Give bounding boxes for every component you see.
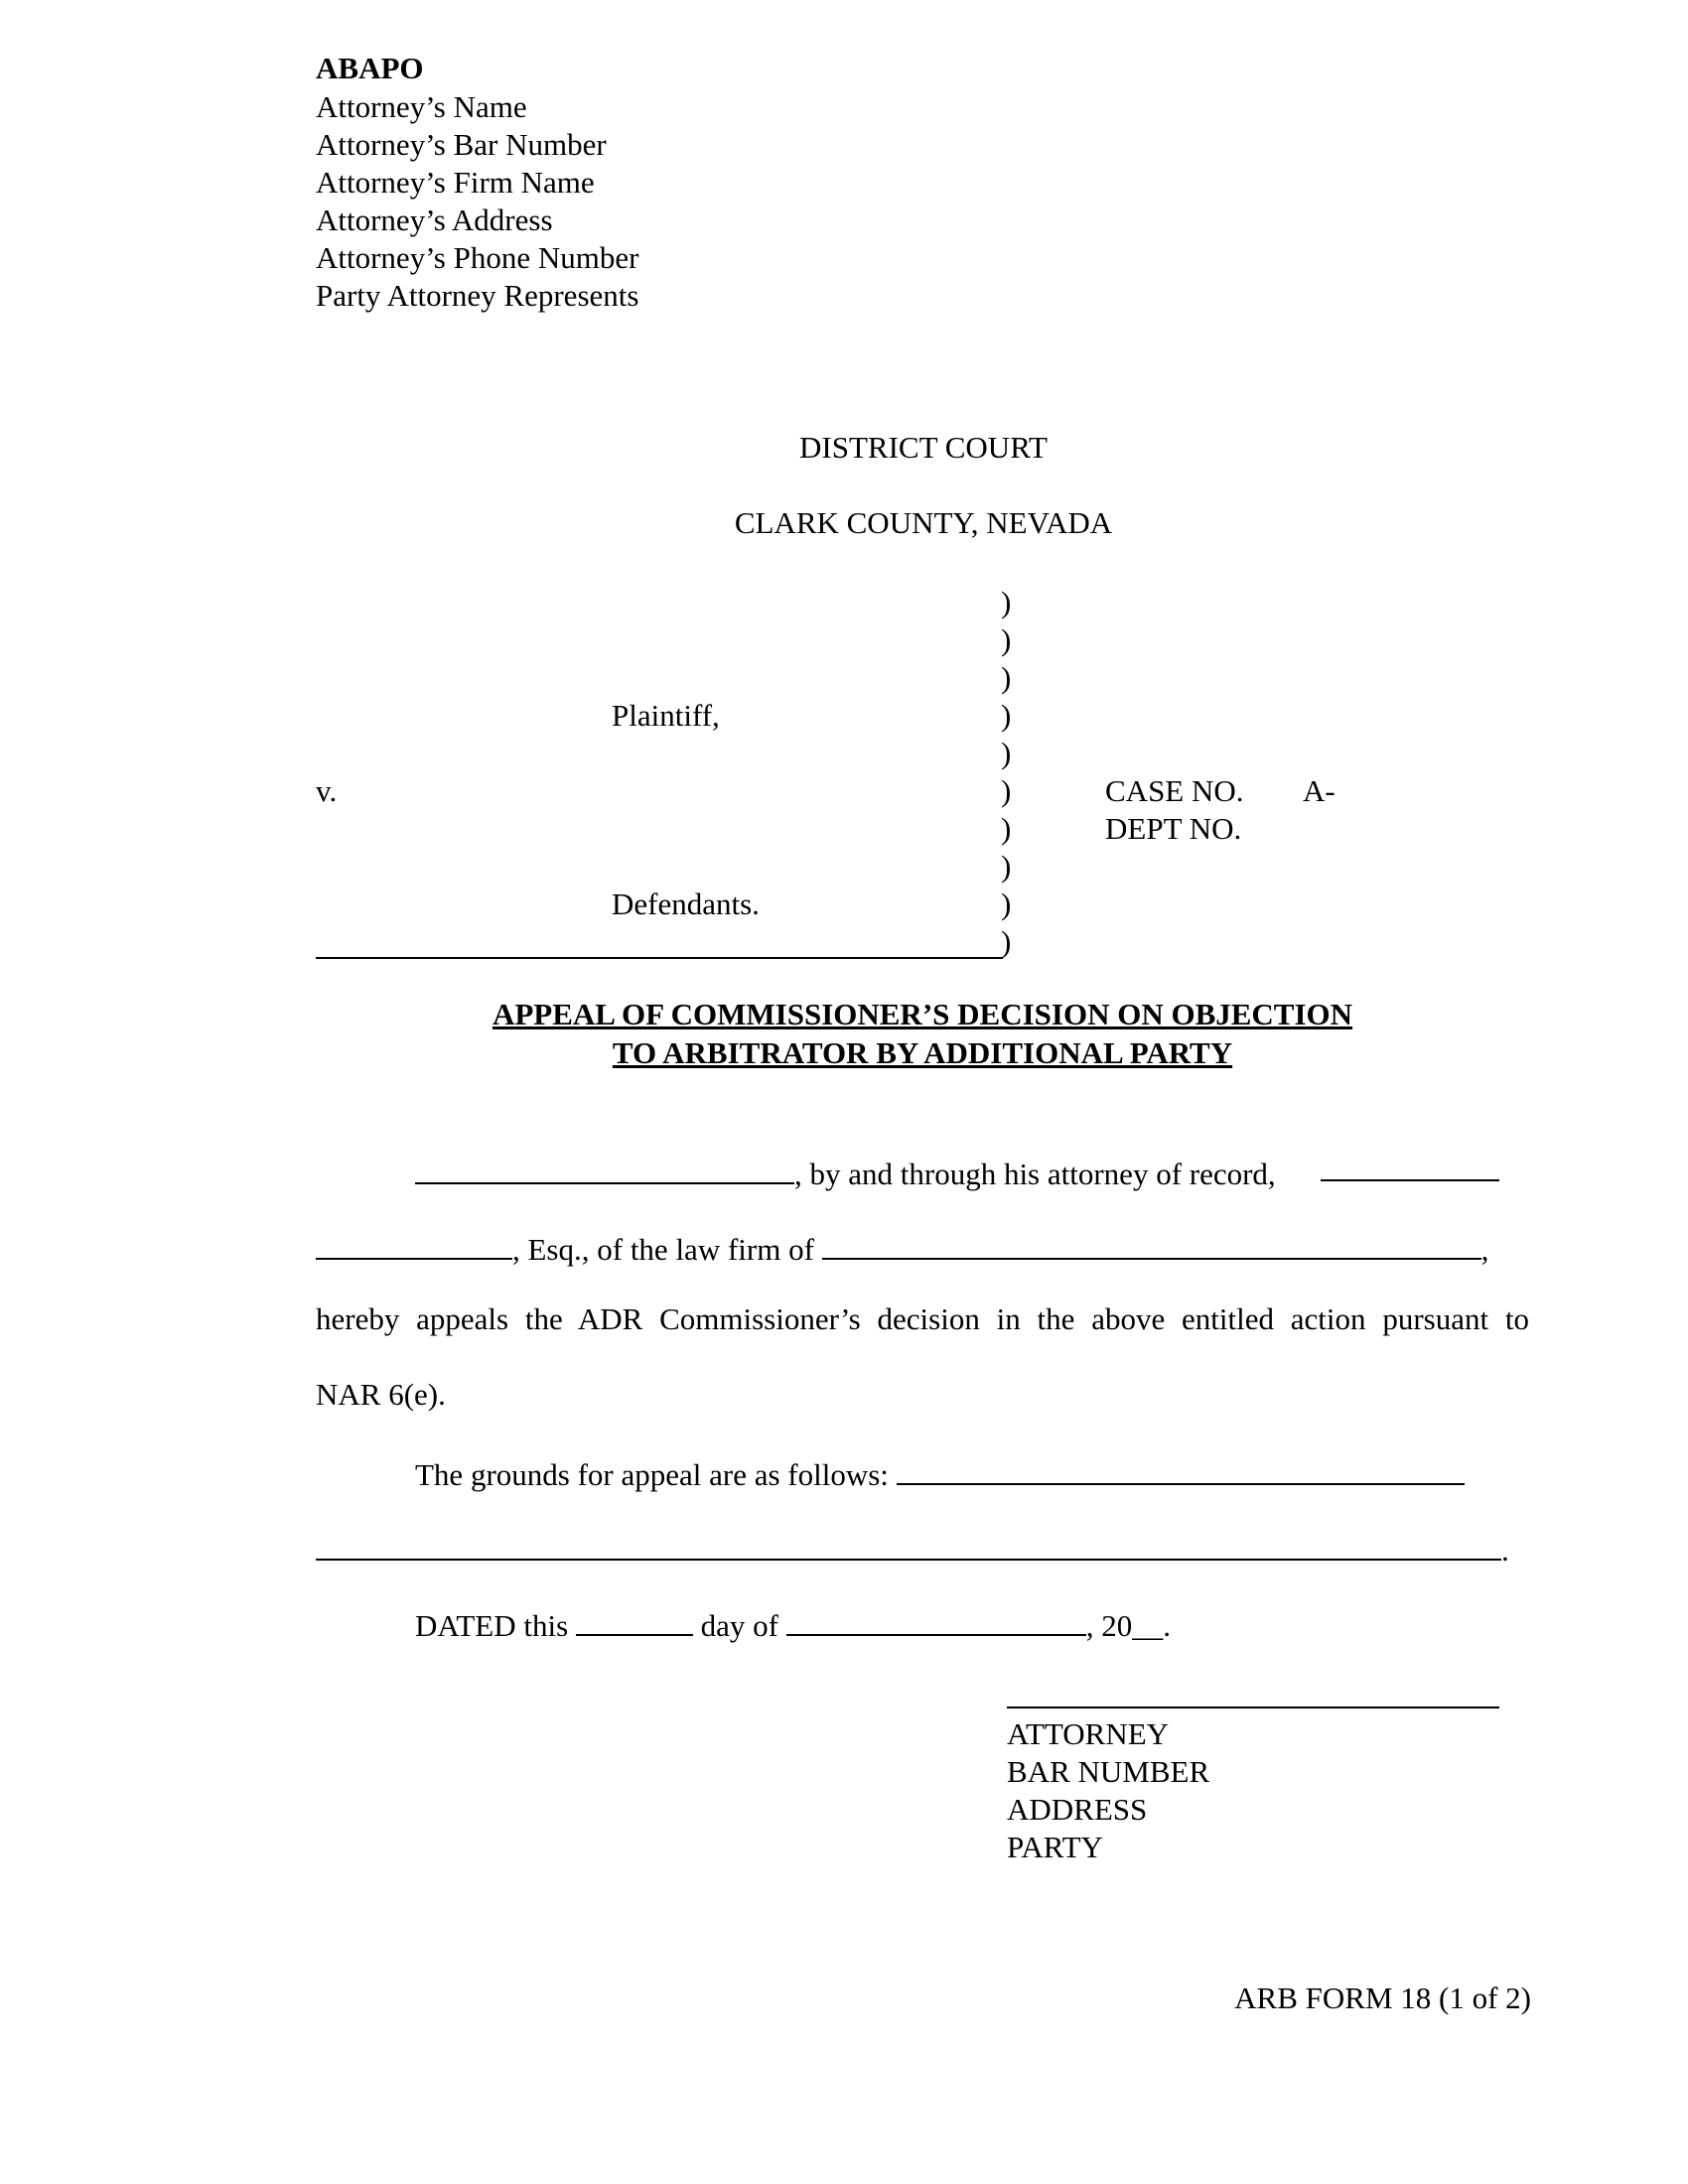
court-county: CLARK COUNTY, NEVADA — [734, 505, 1113, 540]
body-line-1 — [415, 1152, 1276, 1192]
case-no-label: CASE NO. — [1105, 773, 1244, 808]
caption-paren: ) — [1001, 924, 1012, 959]
signature-bar-number: BAR NUMBER — [1007, 1754, 1210, 1789]
month-blank[interactable] — [786, 1603, 1086, 1636]
party-name-blank[interactable] — [415, 1152, 794, 1184]
grounds-label: The grounds for appeal are as follows: — [415, 1457, 889, 1492]
dept-no-label: DEPT NO. — [1105, 811, 1242, 846]
dated-line — [415, 1603, 1171, 1644]
case-no-prefix: A- — [1303, 773, 1336, 808]
signature-attorney: ATTORNEY — [1007, 1716, 1170, 1751]
attorney-name-blank-start[interactable] — [1321, 1179, 1499, 1181]
caption-paren: ) — [1001, 585, 1012, 619]
caption-underline — [316, 957, 1003, 959]
grounds-period: . — [1501, 1533, 1509, 1568]
caption-paren: ) — [1001, 660, 1012, 695]
versus-label: v. — [316, 773, 338, 808]
year-text: , 20__. — [1085, 1608, 1171, 1643]
body-line-2 — [316, 1227, 1488, 1268]
grounds-line — [415, 1452, 1465, 1493]
caption-paren: ) — [1001, 622, 1012, 657]
law-firm-blank[interactable] — [822, 1227, 1481, 1260]
attorney-phone-line: Attorney’s Phone Number — [316, 240, 639, 275]
party-represented-line: Party Attorney Represents — [316, 278, 639, 313]
document-title-line1: APPEAL OF COMMISSIONER’S DECISION ON OBJECTION — [492, 997, 1353, 1031]
dated-this-label: DATED this — [415, 1608, 569, 1643]
caption-paren: ) — [1001, 698, 1012, 733]
defendants-label: Defendants. — [612, 887, 760, 921]
caption-paren: ) — [1001, 773, 1012, 808]
plaintiff-label: Plaintiff, — [612, 698, 720, 733]
firm-code: ABAPO — [316, 51, 424, 85]
caption-paren: ) — [1001, 887, 1012, 921]
day-blank[interactable] — [576, 1603, 693, 1636]
attorney-bar-number-line: Attorney’s Bar Number — [316, 127, 607, 162]
attorney-firm-name-line: Attorney’s Firm Name — [316, 165, 595, 200]
rule-citation: NAR 6(e). — [316, 1377, 446, 1412]
day-of-label: day of — [700, 1608, 778, 1643]
law-firm-comma: , — [1480, 1232, 1489, 1267]
court-name: DISTRICT COURT — [799, 430, 1048, 465]
signature-party: PARTY — [1007, 1830, 1103, 1864]
attorney-name-blank-end[interactable] — [316, 1227, 512, 1260]
body-through-attorney-text: , by and through his attorney of record, — [794, 1157, 1276, 1191]
appeal-statement: hereby appeals the ADR Commissioner’s decision in the above entitled action pursuant to — [316, 1301, 1529, 1336]
document-title-line2: TO ARBITRATOR BY ADDITIONAL PARTY — [612, 1035, 1233, 1070]
caption-paren: ) — [1001, 736, 1012, 770]
grounds-continuation — [316, 1528, 1509, 1569]
grounds-blank[interactable] — [897, 1452, 1465, 1485]
form-footer-label: ARB FORM 18 (1 of 2) — [1234, 1980, 1531, 2015]
caption-paren: ) — [1001, 811, 1012, 846]
attorney-name-line: Attorney’s Name — [316, 89, 527, 124]
attorney-address-line: Attorney’s Address — [316, 203, 553, 237]
signature-address: ADDRESS — [1007, 1792, 1148, 1827]
signature-line[interactable] — [1007, 1706, 1499, 1708]
caption-paren: ) — [1001, 849, 1012, 884]
grounds-continuation-blank[interactable] — [316, 1528, 1501, 1561]
esq-law-firm-text: , Esq., of the law firm of — [512, 1232, 814, 1267]
